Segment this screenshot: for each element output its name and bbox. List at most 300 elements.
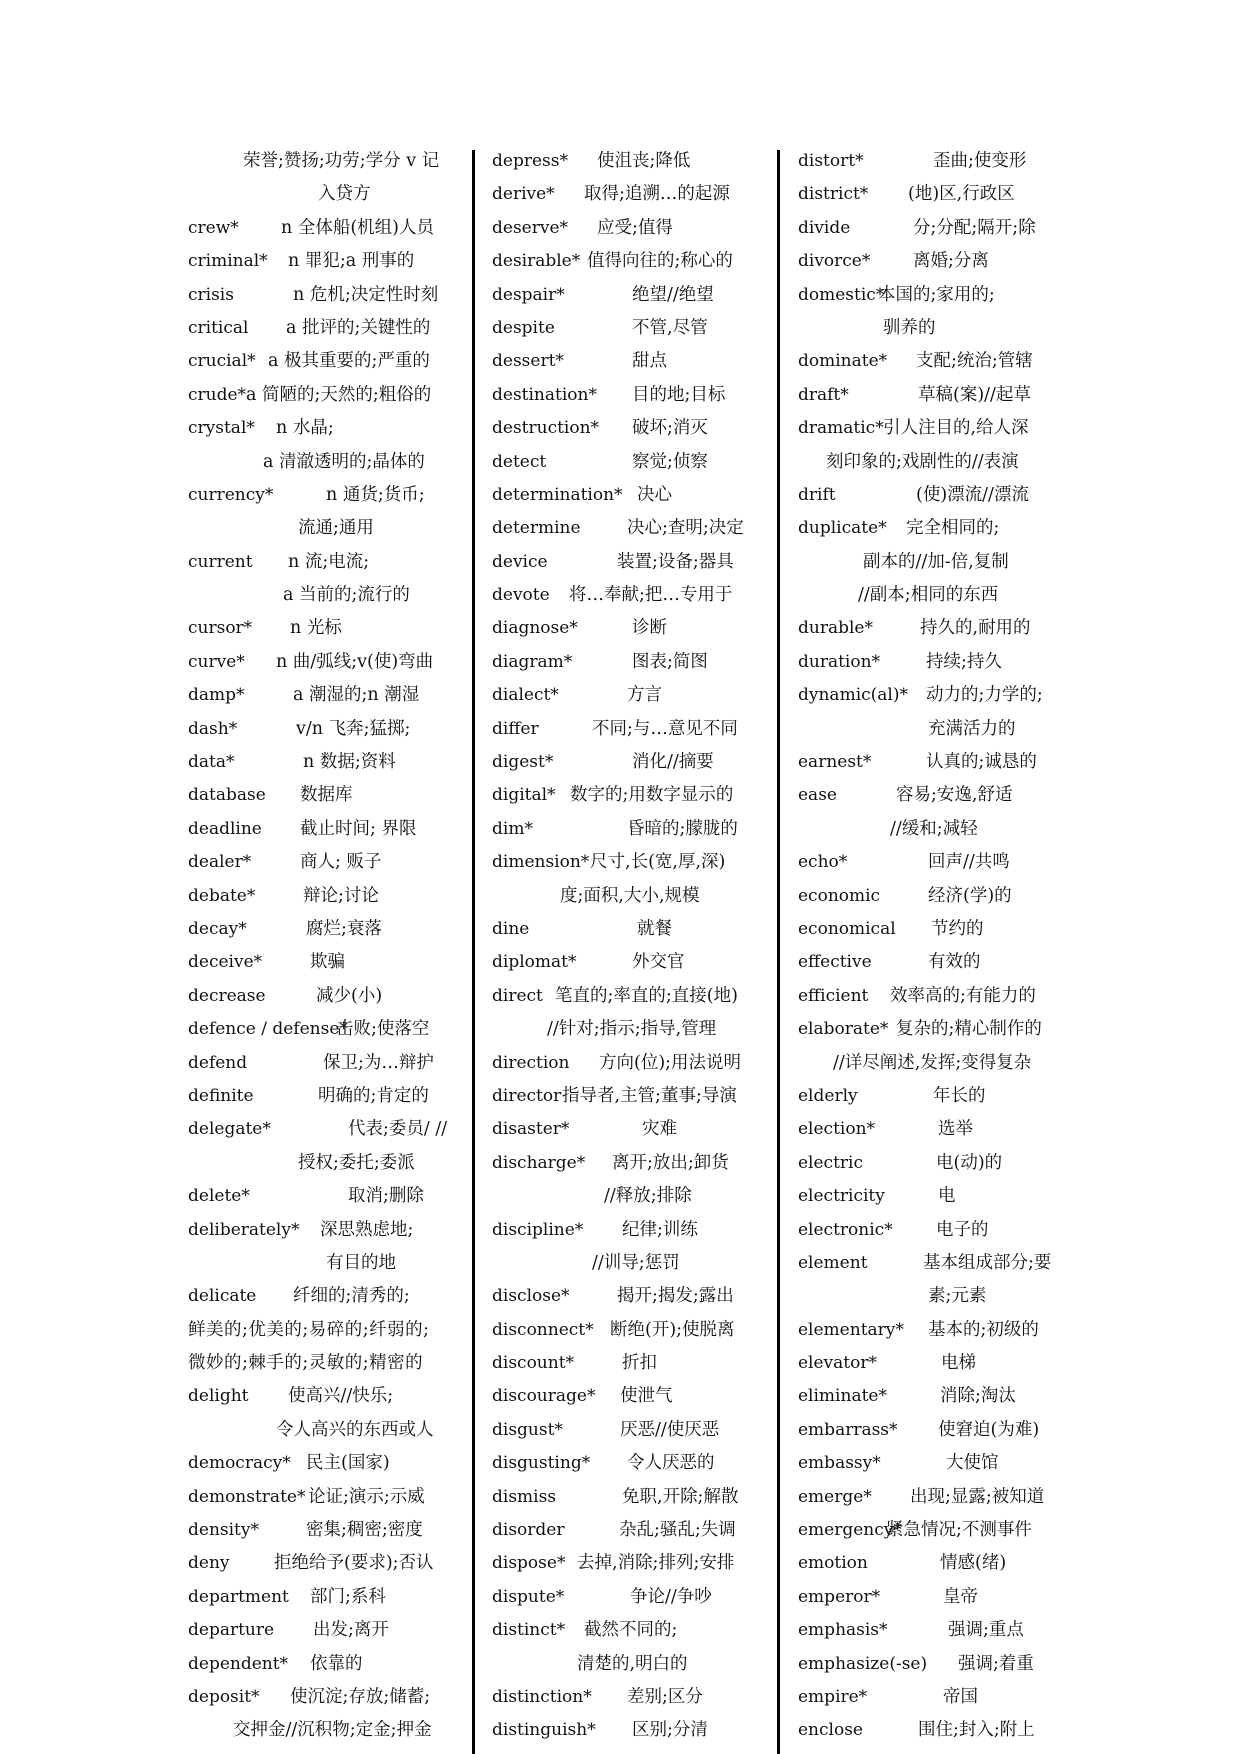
entry-line [188, 479, 468, 512]
entry-line [798, 1514, 1078, 1547]
definition: 应受;值得 [597, 217, 673, 238]
definition: 度;面积,大小,规模 [560, 885, 700, 906]
definition: 回声//共鸣 [928, 852, 1010, 873]
headword: efficient [798, 985, 869, 1006]
headword: dealer* [188, 852, 252, 873]
entry-line [798, 279, 1078, 312]
column-1 [188, 145, 468, 1754]
headword: disorder [492, 1520, 565, 1541]
definition: 出发;离开 [313, 1620, 389, 1641]
continuation-line [188, 512, 468, 545]
headword: crucial* [188, 351, 256, 372]
headword: depress* [492, 151, 568, 171]
entry-line [188, 345, 468, 378]
headword: diplomat* [492, 952, 577, 973]
entry-line [188, 746, 468, 779]
headword: electronic* [798, 1219, 893, 1240]
headword: despite [492, 317, 555, 338]
definition: 驯养的 [883, 317, 936, 338]
definition: 察觉;侦察 [632, 451, 708, 472]
entry-line [188, 813, 468, 846]
definition: (地)区,行政区 [908, 184, 1015, 205]
continuation-line [798, 579, 1078, 612]
entry-line [492, 1581, 772, 1614]
definition: 容易;安逸,舒适 [896, 785, 1013, 806]
headword: democracy* [188, 1453, 291, 1474]
headword: emergency* [798, 1520, 902, 1541]
definition: 围住;封入;附上 [918, 1720, 1035, 1741]
continuation-line [492, 880, 772, 913]
definition: 认真的;诚恳的 [926, 752, 1037, 773]
definition: 值得向往的;称心的 [587, 251, 733, 272]
entry-line [188, 913, 468, 946]
definition: 截止时间; 界限 [300, 818, 417, 839]
definition: 电子的 [936, 1219, 989, 1240]
definition: n 光标 [290, 618, 342, 639]
definition: 差别;区分 [627, 1686, 703, 1707]
headword: dialect* [492, 685, 559, 706]
entry-line [188, 946, 468, 979]
definition: 电(动)的 [936, 1152, 1003, 1173]
entry-line [492, 1380, 772, 1413]
definition: 使泄气 [620, 1386, 673, 1407]
definition: n 罪犯;a 刑事的 [288, 251, 415, 272]
definition: 绝望//绝望 [632, 284, 714, 305]
headword: empire* [798, 1686, 868, 1707]
continuation-line [188, 579, 468, 612]
entry-line [188, 679, 468, 712]
headword: director [492, 1085, 562, 1106]
definition: 区别;分清 [632, 1720, 708, 1741]
definition: 完全相同的; [906, 518, 1000, 539]
entry-line [188, 1481, 468, 1514]
definition: 素;元素 [928, 1286, 987, 1307]
column-3 [798, 145, 1078, 1754]
definition: a 批评的;关键性的 [286, 317, 431, 338]
definition: 决心;查明;决定 [627, 518, 744, 539]
definition: 折扣 [622, 1353, 657, 1374]
headword: digest* [492, 752, 554, 773]
entry-line [798, 880, 1078, 913]
headword: dash* [188, 718, 238, 739]
entry-line [492, 1113, 772, 1146]
entry-line [798, 1414, 1078, 1447]
entry-line [492, 1147, 772, 1180]
continuation-line [492, 1180, 772, 1213]
definition: 笔直的;率直的;直接(地) [555, 985, 738, 1006]
entry-line [798, 1648, 1078, 1681]
entry-line [492, 245, 772, 278]
continuation-line [798, 446, 1078, 479]
headword: damp* [188, 685, 245, 706]
entry-line [798, 646, 1078, 679]
definition: 效率高的;有能力的 [890, 985, 1036, 1006]
headword: discount* [492, 1353, 575, 1374]
headword: data* [188, 752, 235, 773]
entry-line [492, 646, 772, 679]
entry-line [798, 212, 1078, 245]
definition: 大使馆 [946, 1453, 999, 1474]
entry-line [492, 913, 772, 946]
headword: deposit* [188, 1686, 260, 1707]
entry-line [798, 1581, 1078, 1614]
definition: 就餐 [637, 918, 672, 939]
headword: detect [492, 451, 547, 472]
headword: distinct* [492, 1620, 566, 1641]
headword: electricity [798, 1186, 885, 1207]
definition: 选举 [938, 1119, 973, 1140]
headword: dominate* [798, 351, 888, 372]
definition: 鲜美的;优美的;易碎的;纤弱的; [188, 1319, 430, 1340]
headword: duplicate* [798, 518, 887, 539]
definition: //训导;惩罚 [592, 1252, 680, 1273]
headword: emphasis* [798, 1620, 888, 1641]
entry-line [798, 1447, 1078, 1480]
entry-line [188, 379, 468, 412]
definition: 去掉,消除;排列;安排 [577, 1553, 735, 1574]
entry-line [492, 1447, 772, 1480]
definition: 昏暗的;朦胧的 [627, 818, 738, 839]
entry-line [492, 1514, 772, 1547]
continuation-line [188, 145, 468, 178]
headword: elementary* [798, 1319, 904, 1340]
entry-line [492, 1714, 772, 1747]
headword: delicate [188, 1286, 257, 1307]
entry-line [492, 412, 772, 445]
entry-line [188, 1514, 468, 1547]
headword: economical [798, 918, 896, 939]
headword: direction [492, 1052, 570, 1073]
headword: disclose* [492, 1286, 570, 1307]
entry-line [798, 412, 1078, 445]
definition: n 曲/弧线;v(使)弯曲 [276, 651, 434, 672]
entry-line [492, 512, 772, 545]
entry-line [188, 1447, 468, 1480]
headword: drift [798, 484, 836, 505]
entry-line [188, 846, 468, 879]
entry-line [188, 1614, 468, 1647]
headword: dramatic* [798, 418, 884, 439]
definition: 纤细的;清秀的; [293, 1286, 410, 1307]
continuation-line [188, 1714, 468, 1747]
definition: n 通货;货币; [326, 484, 425, 505]
headword: embassy* [798, 1453, 881, 1474]
definition: 离开;放出;卸货 [612, 1152, 729, 1173]
definition: 厌恶//使厌恶 [620, 1419, 720, 1440]
definition: //详尽阐述,发挥;变得复杂 [833, 1052, 1032, 1073]
definition: 强调;重点 [948, 1620, 1024, 1641]
entry-line [798, 245, 1078, 278]
headword: delight [188, 1386, 249, 1407]
column-2 [492, 145, 772, 1754]
definition: 代表;委员/ // [348, 1119, 448, 1140]
definition: 基本组成部分;要 [923, 1252, 1052, 1273]
entry-line [492, 479, 772, 512]
entry-line [798, 779, 1078, 812]
headword: determine [492, 518, 581, 539]
headword: duration* [798, 651, 881, 672]
definition: 情感(绪) [940, 1553, 1007, 1574]
headword: distinction* [492, 1686, 592, 1707]
headword: dimension* [492, 852, 590, 873]
entry-line [188, 1113, 468, 1146]
headword: dine [492, 918, 530, 939]
definition: 依靠的 [310, 1653, 363, 1674]
definition: 截然不同的; [584, 1620, 678, 1641]
continuation-line [188, 1247, 468, 1280]
entry-line [492, 145, 772, 178]
definition: 尺寸,长(宽,厚,深) [590, 852, 726, 873]
definition: 纪律;训练 [622, 1219, 698, 1240]
entry-line [188, 412, 468, 445]
continuation-line [188, 1414, 468, 1447]
definition: 减少(小) [316, 985, 383, 1006]
headword: crew* [188, 217, 239, 238]
definition: 消化//摘要 [632, 752, 714, 773]
entry-line [492, 1280, 772, 1313]
definition: 帝国 [943, 1686, 978, 1707]
definition: 紧急情况;不测事件 [886, 1520, 1032, 1541]
entry-line [798, 1080, 1078, 1113]
definition: 经济(学)的 [928, 885, 1012, 906]
headword: definite [188, 1085, 254, 1106]
definition: 令人高兴的东西或人 [276, 1419, 434, 1440]
definition: n 数据;资料 [303, 752, 396, 773]
definition: 年长的 [933, 1085, 986, 1106]
entry-line [798, 145, 1078, 178]
definition: 草稿(案)//起草 [918, 384, 1031, 405]
definition: 歪曲;使变形 [933, 151, 1027, 171]
headword: crisis [188, 284, 234, 305]
headword: district* [798, 184, 869, 205]
headword: desirable* [492, 251, 581, 272]
headword: critical [188, 317, 249, 338]
definition: n 水晶; [276, 418, 334, 439]
entry-line [798, 345, 1078, 378]
definition: 令人厌恶的 [627, 1453, 715, 1474]
definition: 离婚;分离 [913, 251, 989, 272]
continuation-line [492, 1013, 772, 1046]
headword: emphasize(-se) [798, 1653, 928, 1674]
definition: 论证;演示;示威 [308, 1486, 425, 1507]
headword: discipline* [492, 1219, 584, 1240]
entry-line [492, 779, 772, 812]
headword: divorce* [798, 251, 871, 272]
headword: dispute* [492, 1586, 565, 1607]
definition: 杂乱;骚乱;失调 [619, 1520, 736, 1541]
definition: 方言 [627, 685, 662, 706]
definition: 强调;着重 [958, 1653, 1034, 1674]
definition: 流通;通用 [298, 518, 374, 539]
entry-line [188, 612, 468, 645]
headword: delete* [188, 1186, 250, 1207]
headword: cursor* [188, 618, 253, 639]
entry-line [798, 1180, 1078, 1213]
definition: 动力的;力学的; [926, 685, 1043, 706]
definition: 明确的;肯定的 [318, 1085, 429, 1106]
continuation-line [188, 446, 468, 479]
definition: 深思熟虑地; [320, 1219, 414, 1240]
headword: distinguish* [492, 1720, 596, 1741]
headword: database [188, 785, 266, 806]
entry-line [492, 178, 772, 211]
headword: distort* [798, 151, 864, 171]
entry-line [492, 1547, 772, 1580]
entry-line [798, 1147, 1078, 1180]
headword: earnest* [798, 752, 872, 773]
definition: 刻印象的;戏剧性的//表演 [826, 451, 1019, 472]
definition: 持续;持久 [926, 651, 1002, 672]
definition: 部门;系科 [310, 1586, 386, 1607]
definition: 目的地;目标 [632, 384, 726, 405]
headword: destruction* [492, 418, 600, 439]
entry-line [798, 479, 1078, 512]
definition: 交押金//沉积物;定金;押金 [233, 1720, 432, 1741]
entry-line [492, 679, 772, 712]
headword: decrease [188, 985, 266, 1006]
headword: eliminate* [798, 1386, 887, 1407]
entry-line [492, 1347, 772, 1380]
entry-line [492, 345, 772, 378]
entry-line [492, 279, 772, 312]
headword: device [492, 551, 548, 572]
definition: 使高兴//快乐; [288, 1386, 394, 1407]
entry-line [492, 546, 772, 579]
headword: derive* [492, 184, 555, 205]
definition: 图表;简图 [632, 651, 708, 672]
headword: current [188, 551, 253, 572]
definition: 取消;删除 [348, 1186, 424, 1207]
entry-line [798, 1380, 1078, 1413]
entry-line [492, 713, 772, 746]
continuation-line [188, 178, 468, 211]
headword: emerge* [798, 1486, 872, 1507]
headword: defend [188, 1052, 248, 1073]
continuation-line [188, 1347, 468, 1380]
definition: 保卫;为…辩护 [323, 1052, 434, 1073]
headword: dynamic(al)* [798, 685, 908, 706]
entry-line [798, 1547, 1078, 1580]
entry-line [798, 913, 1078, 946]
definition: n 全体船(机组)人员 [281, 217, 434, 238]
definition: 甜点 [632, 351, 667, 372]
headword: dessert* [492, 351, 564, 372]
definition: 复杂的;精心制作的 [896, 1019, 1042, 1040]
entry-line [798, 1481, 1078, 1514]
definition: v/n 飞奔;猛掷; [296, 718, 411, 739]
definition: a 潮湿的;n 潮湿 [293, 685, 420, 706]
definition: 有目的地 [326, 1252, 396, 1273]
definition: 使沮丧;降低 [597, 151, 691, 171]
entry-line [798, 746, 1078, 779]
definition: 电 [938, 1186, 956, 1207]
headword: durable* [798, 618, 873, 639]
definition: 支配;统治;管辖 [916, 351, 1033, 372]
entry-line [188, 1280, 468, 1313]
headword: discharge* [492, 1152, 586, 1173]
definition: 破坏;消灭 [632, 418, 708, 439]
entry-line [188, 1681, 468, 1714]
entry-line [492, 1314, 772, 1347]
entry-line [188, 1180, 468, 1213]
entry-line [492, 1481, 772, 1514]
entry-line [798, 1681, 1078, 1714]
headword: electric [798, 1152, 863, 1173]
headword: criminal* [188, 251, 268, 272]
definition: //针对;指示;指导,管理 [547, 1019, 717, 1040]
continuation-line [188, 1314, 468, 1347]
entry-line [492, 846, 772, 879]
entry-line [798, 1214, 1078, 1247]
definition: 微妙的;棘手的;灵敏的;精密的 [188, 1353, 424, 1374]
entry-line [798, 178, 1078, 211]
continuation-line [798, 312, 1078, 345]
headword: deliberately* [188, 1219, 300, 1240]
continuation-line [798, 813, 1078, 846]
continuation-line [798, 1047, 1078, 1080]
definition: 灾难 [642, 1119, 677, 1140]
entry-line [798, 612, 1078, 645]
headword: disgusting* [492, 1453, 591, 1474]
definition: 消除;淘汰 [940, 1386, 1016, 1407]
definition: 本国的;家用的; [878, 284, 995, 305]
definition: 荣誉;赞扬;功劳;学分 v 记 [243, 151, 440, 171]
definition: 密集;稠密;密度 [306, 1520, 423, 1541]
definition: 欺骗 [310, 952, 345, 973]
entry-line [492, 1214, 772, 1247]
definition: a 当前的;流行的 [283, 585, 410, 606]
headword: ease [798, 785, 837, 806]
headword: enclose [798, 1720, 863, 1741]
headword: digital* [492, 785, 556, 806]
entry-line [798, 946, 1078, 979]
entry-line [492, 446, 772, 479]
definition: 拒绝给予(要求);否认 [274, 1553, 434, 1574]
column-divider-2 [777, 150, 780, 1754]
headword: echo* [798, 852, 848, 873]
headword: determination* [492, 484, 623, 505]
definition: 数据库 [300, 785, 353, 806]
headword: departure [188, 1620, 275, 1641]
definition: 充满活力的 [928, 718, 1016, 739]
definition: (使)漂流//漂流 [916, 484, 1029, 505]
headword: disaster* [492, 1119, 570, 1140]
definition: 断绝(开);使脱离 [610, 1319, 735, 1340]
headword: draft* [798, 384, 849, 405]
definition: 诊断 [632, 618, 667, 639]
definition: 争论//争吵 [630, 1586, 712, 1607]
headword: deny [188, 1553, 230, 1574]
headword: curve* [188, 651, 245, 672]
entry-line [492, 746, 772, 779]
headword: devote [492, 585, 550, 606]
headword: disgust* [492, 1419, 563, 1440]
entry-line [798, 846, 1078, 879]
headword: discourage* [492, 1386, 596, 1407]
headword: despair* [492, 284, 565, 305]
definition: 引人注目的,给人深 [883, 418, 1029, 439]
headword: decay* [188, 918, 247, 939]
definition: 腐烂;衰落 [306, 918, 382, 939]
definition: 持久的,耐用的 [920, 618, 1031, 639]
definition: //缓和;减轻 [890, 818, 978, 839]
definition: 决心 [637, 484, 672, 505]
headword: embarrass* [798, 1419, 898, 1440]
continuation-line [492, 1247, 772, 1280]
definition: 装置;设备;器具 [617, 551, 734, 572]
definition: 使沉淀;存放;储蓄; [290, 1686, 431, 1707]
entry-line [188, 1080, 468, 1113]
